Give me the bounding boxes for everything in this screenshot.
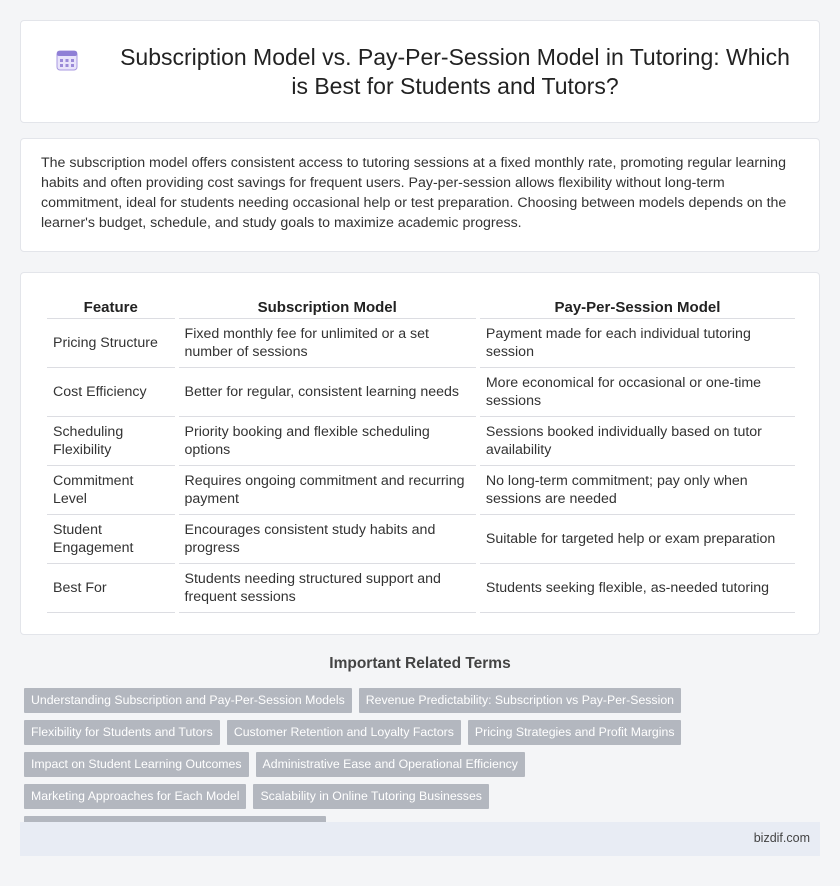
related-terms-title: Important Related Terms — [329, 655, 511, 672]
related-term-tag[interactable]: Impact on Student Learning Outcomes — [24, 752, 249, 777]
header-card — [20, 20, 820, 123]
pay-per-session-cell: No long-term commitment; pay only when sessions are needed — [480, 466, 795, 515]
related-terms-tags — [24, 688, 724, 841]
pay-per-session-cell: Suitable for targeted help or exam preparation — [480, 515, 795, 564]
intro-paragraph: The subscription model offers consistent access to tutoring sessions at a fixed monthly rate, promoting regular learning habits and often providing cost savings for frequent users. Pay-per-session allows flexibility without long-term commitment, ideal for students needing occasional help or test preparation. Choosing between models depends on the learner's budget, schedule, and study goals to maximize academic progress. — [41, 155, 787, 231]
related-term-tag[interactable]: Marketing Approaches for Each Model — [24, 784, 246, 809]
footer-site-link[interactable]: bizdif.com — [753, 831, 810, 845]
comparison-table-card — [20, 272, 820, 635]
table-row — [47, 319, 795, 368]
related-term-tag[interactable]: Scalability in Online Tutoring Businesses — [253, 784, 488, 809]
related-term-tag[interactable]: Customer Retention and Loyalty Factors — [227, 720, 461, 745]
table-row — [47, 564, 795, 613]
pay-per-session-cell: More economical for occasional or one-time sessions — [480, 368, 795, 417]
feature-cell: Commitment Level — [47, 466, 175, 515]
subscription-cell: Students needing structured support and frequent sessions — [179, 564, 476, 613]
related-term-tag[interactable]: Administrative Ease and Operational Efficiency — [256, 752, 525, 777]
feature-cell: Pricing Structure — [47, 319, 175, 368]
subscription-cell: Encourages consistent study habits and progress — [179, 515, 476, 564]
subscription-cell: Fixed monthly fee for unlimited or a set number of sessions — [179, 319, 476, 368]
feature-cell: Cost Efficiency — [47, 368, 175, 417]
subscription-cell: Requires ongoing commitment and recurring payment — [179, 466, 476, 515]
table-row — [47, 466, 795, 515]
subscription-cell: Better for regular, consistent learning needs — [179, 368, 476, 417]
related-term-tag[interactable]: Revenue Predictability: Subscription vs Pay-Per-Session — [359, 688, 681, 713]
header-feature: Feature — [47, 295, 175, 319]
subscription-cell: Priority booking and flexible scheduling options — [179, 417, 476, 466]
feature-cell: Scheduling Flexibility — [47, 417, 175, 466]
table-row — [47, 368, 795, 417]
feature-cell: Student Engagement — [47, 515, 175, 564]
pay-per-session-cell: Payment made for each individual tutoring session — [480, 319, 795, 368]
pay-per-session-cell: Students seeking flexible, as-needed tutoring — [480, 564, 795, 613]
related-term-tag[interactable]: Understanding Subscription and Pay-Per-Session Models — [24, 688, 352, 713]
pay-per-session-cell: Sessions booked individually based on tutor availability — [480, 417, 795, 466]
related-term-tag[interactable]: Pricing Strategies and Profit Margins — [468, 720, 682, 745]
header-pay-per-session: Pay-Per-Session Model — [480, 295, 795, 319]
intro-card — [20, 138, 820, 252]
footer-bar — [20, 822, 820, 856]
table-row — [47, 417, 795, 466]
page-title: Subscription Model vs. Pay-Per-Session Model in Tutoring: Which is Best for Students and Tutors? — [120, 43, 790, 99]
header-subscription: Subscription Model — [179, 295, 476, 319]
related-term-tag[interactable]: Flexibility for Students and Tutors — [24, 720, 220, 745]
table-row — [47, 515, 795, 564]
table-header-row — [47, 295, 795, 319]
feature-cell: Best For — [47, 564, 175, 613]
comparison-table — [43, 295, 799, 613]
